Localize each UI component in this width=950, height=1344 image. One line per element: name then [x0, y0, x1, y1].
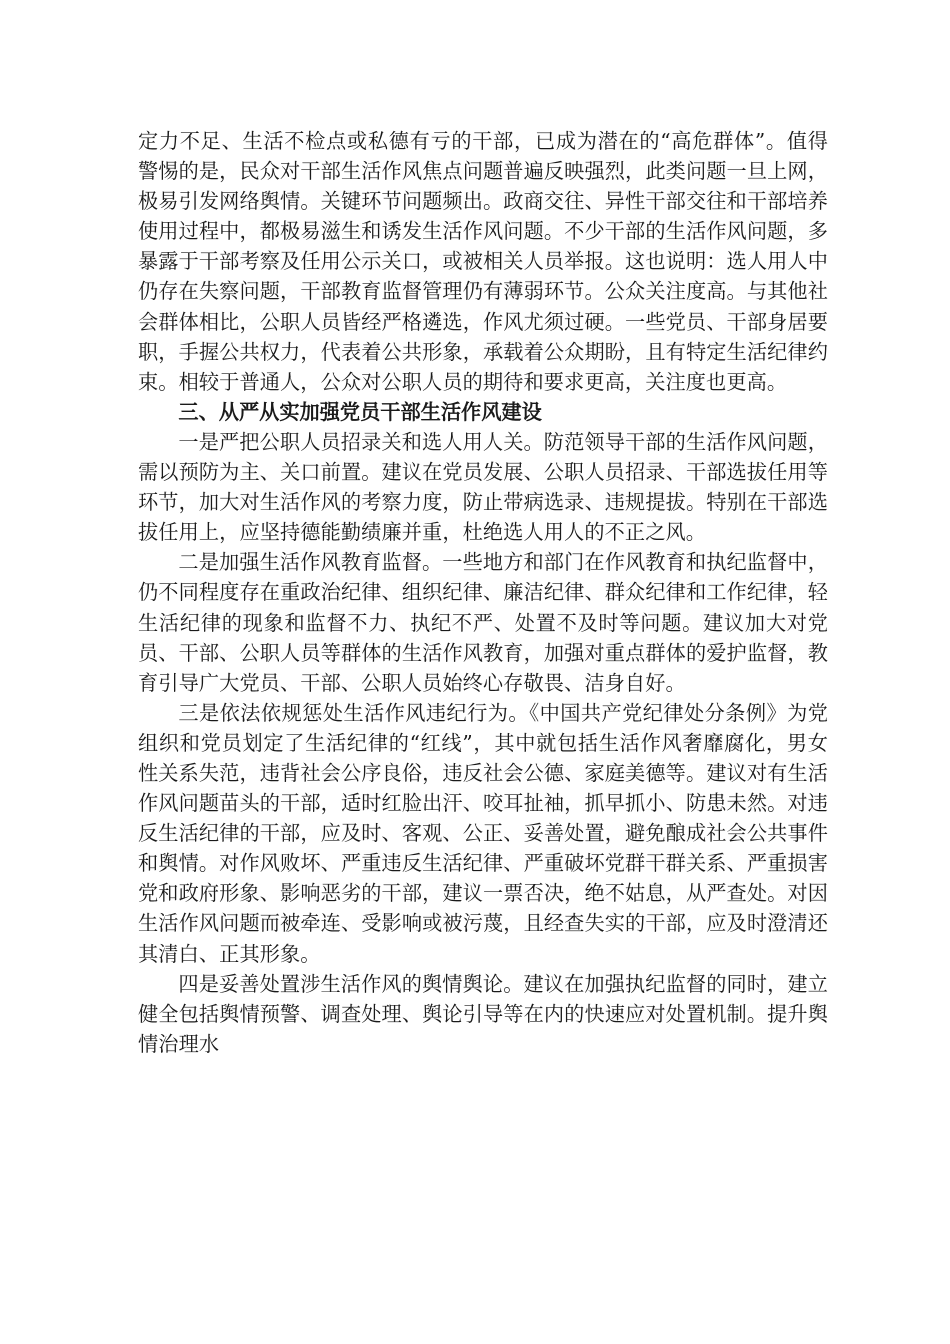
- paragraph-point-two: 二是加强生活作风教育监督。一些地方和部门在作风教育和执纪监督中，仍不同程度存在重政治纪律、组织纪律、廉洁纪律、群众纪律和工作纪律，轻生活纪律的现象和监督不力、执纪不严、处置不及时等问题。建议加大对党员、干部、公职人员等群体的生活作风教育，加强对重点群体的爱护监督，教育引导广大党员、干部、公职人员始终心存敬畏、洁身自好。: [138, 550, 828, 695]
- section-heading: 三、从严从实加强党员干部生活作风建设: [178, 399, 542, 424]
- paragraph-point-four: 四是妥善处置涉生活作风的舆情舆论。建议在加强执纪监督的同时，建立健全包括舆情预警、调查处理、舆论引导等在内的快速应对处置机制。提升舆情治理水: [138, 971, 828, 1056]
- document-page: [138, 126, 828, 1059]
- paragraph-point-three: 三是依法依规惩处生活作风违纪行为。《中国共产党纪律处分条例》为党组织和党员划定了生活纪律的“红线”，其中就包括生活作风奢靡腐化，男女性关系失范，违背社会公序良俗，违反社会公德、家庭美德等。建议对有生活作风问题苗头的干部，适时红脸出汗、咬耳扯袖，抓早抓小、防患未然。对违反生活纪律的干部，应及时、客观、公正、妥善处置，避免酿成社会公共事件和舆情。对作风败坏、严重违反生活纪律、严重破坏党群干群关系、严重损害党和政府形象、影响恶劣的干部，建议一票否决，绝不姑息，从严查处。对因生活作风问题而被牵连、受影响或被污蔑，且经查失实的干部，应及时澄清还其清白、正其形象。: [138, 700, 828, 966]
- paragraph-continuation: 定力不足、生活不检点或私德有亏的干部，已成为潜在的“高危群体”。值得警惕的是，民众对干部生活作风焦点问题普遍反映强烈，此类问题一旦上网，极易引发网络舆情。关键环节问题频出。政商交往、异性干部交往和干部培养使用过程中，都极易滋生和诱发生活作风问题。不少干部的生活作风问题，多暴露于干部考察及任用公示关口，或被相关人员举报。这也说明：选人用人中仍存在失察问题，干部教育监督管理仍有薄弱环节。公众关注度高。与其他社会群体相比，公职人员皆经严格遴选，作风尤须过硬。一些党员、干部身居要职，手握公共权力，代表着公共形象，承载着公众期盼，且有特定生活纪律约束。相较于普通人，公众对公职人员的期待和要求更高，关注度也更高。: [138, 129, 828, 394]
- paragraph-point-one: 一是严把公职人员招录关和选人用人关。防范领导干部的生活作风问题，需以预防为主、关口前置。建议在党员发展、公职人员招录、干部选拔任用等环节，加大对生活作风的考察力度，防止带病选录、违规提拔。特别在干部选拔任用上，应坚持德能勤绩廉并重，杜绝选人用人的不正之风。: [138, 429, 828, 545]
